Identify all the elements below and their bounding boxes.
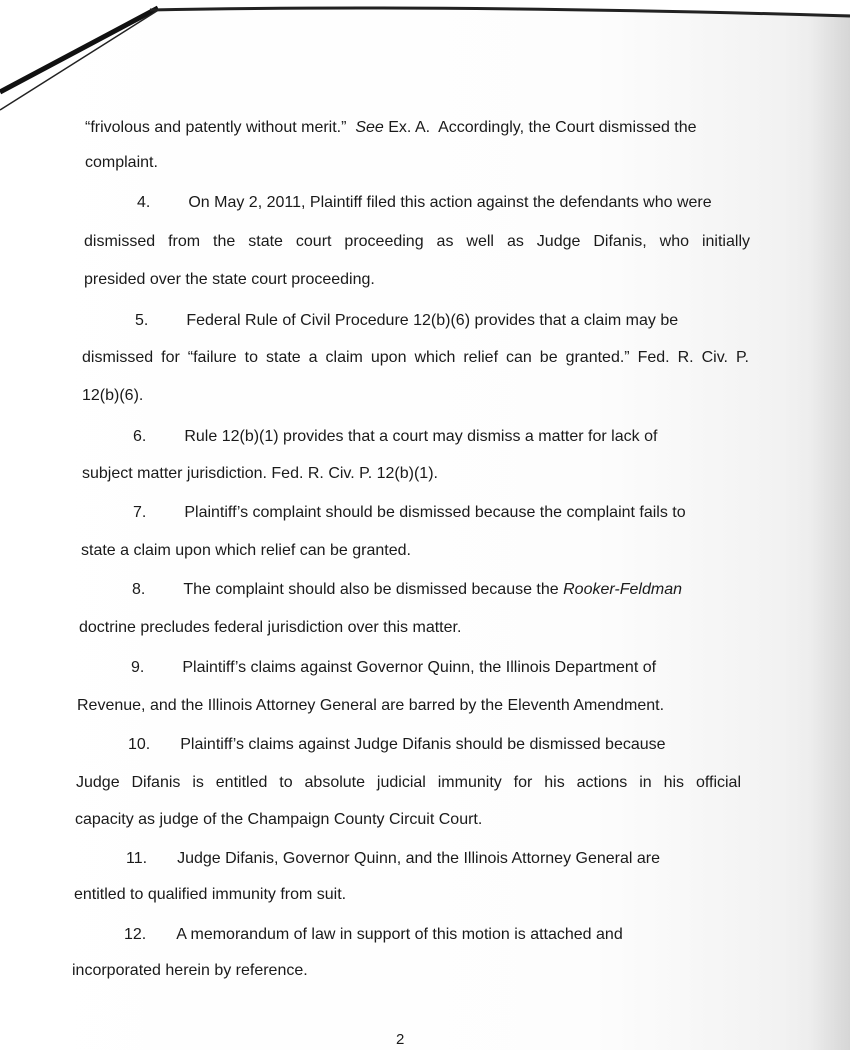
paragraph-number: 10. bbox=[128, 736, 151, 753]
text-line bbox=[133, 503, 745, 523]
text-line: dismissed from the state court proceeding as well as Judge Difanis, who initially bbox=[84, 233, 750, 250]
text-line bbox=[128, 735, 742, 755]
text-line: doctrine precludes federal jurisdiction over this matter. bbox=[79, 619, 462, 636]
paragraph-number: 5. bbox=[135, 312, 149, 329]
text-line-lead: “frivolous and patently without merit.” bbox=[85, 119, 356, 136]
text-line: presided over the state court proceeding. bbox=[84, 271, 375, 288]
paragraph-number: 9. bbox=[131, 659, 145, 676]
text-line-body: On May 2, 2011, Plaintiff filed this action against the defendants who were bbox=[188, 194, 712, 211]
text-line-body: Federal Rule of Civil Procedure 12(b)(6) provides that a claim may be bbox=[186, 312, 679, 329]
text-line: state a claim upon which relief can be granted. bbox=[81, 542, 411, 559]
doctrine-name: Rooker-Feldman bbox=[563, 581, 682, 598]
text-line-body: Plaintiff’s complaint should be dismissed because the complaint fails to bbox=[184, 504, 686, 521]
text-line: Judge Difanis is entitled to absolute judicial immunity for his actions in his official bbox=[76, 774, 741, 791]
text-line bbox=[132, 580, 744, 600]
text-line: subject matter jurisdiction. Fed. R. Civ. P. 12(b)(1). bbox=[82, 465, 438, 482]
paragraph-number: 7. bbox=[133, 504, 147, 521]
text-line bbox=[131, 658, 743, 678]
text-line: Revenue, and the Illinois Attorney General are barred by the Eleventh Amendment. bbox=[77, 697, 665, 714]
signal-see: See bbox=[355, 119, 384, 136]
page-number: 2 bbox=[396, 1031, 405, 1048]
text-line: 12(b)(6). bbox=[82, 387, 144, 404]
text-line: complaint. bbox=[85, 154, 158, 171]
text-line-body: A memorandum of law in support of this motion is attached and bbox=[176, 926, 623, 943]
text-line: incorporated herein by reference. bbox=[72, 962, 308, 979]
text-line-body: The complaint should also be dismissed because the bbox=[183, 581, 564, 598]
text-line bbox=[133, 427, 747, 447]
text-line-body: Plaintiff’s claims against Governor Quinn, the Illinois Department of bbox=[182, 659, 657, 676]
text-line-tail: Ex. A. Accordingly, the Court dismissed the bbox=[383, 119, 697, 136]
text-line-body: Judge Difanis, Governor Quinn, and the Illinois Attorney General are bbox=[177, 850, 660, 867]
text-line-body: Rule 12(b)(1) provides that a court may dismiss a matter for lack of bbox=[184, 428, 658, 445]
text-line bbox=[135, 311, 749, 331]
text-line: entitled to qualified immunity from suit. bbox=[74, 886, 347, 903]
paragraph-number: 4. bbox=[137, 194, 151, 211]
text-line: capacity as judge of the Champaign County Circuit Court. bbox=[75, 811, 483, 828]
text-line: dismissed for “failure to state a claim upon which relief can be granted.” Fed. R. Civ. P. bbox=[82, 349, 749, 366]
text-line bbox=[137, 193, 751, 213]
text-line bbox=[124, 925, 738, 945]
paragraph-number: 6. bbox=[133, 428, 147, 445]
paragraph-number: 12. bbox=[124, 926, 147, 943]
text-line-body: Plaintiff’s claims against Judge Difanis should be dismissed because bbox=[180, 736, 666, 753]
paragraph-number: 11. bbox=[126, 850, 148, 867]
text-line bbox=[126, 849, 740, 869]
text-line bbox=[85, 118, 753, 138]
paragraph-number: 8. bbox=[132, 581, 146, 598]
